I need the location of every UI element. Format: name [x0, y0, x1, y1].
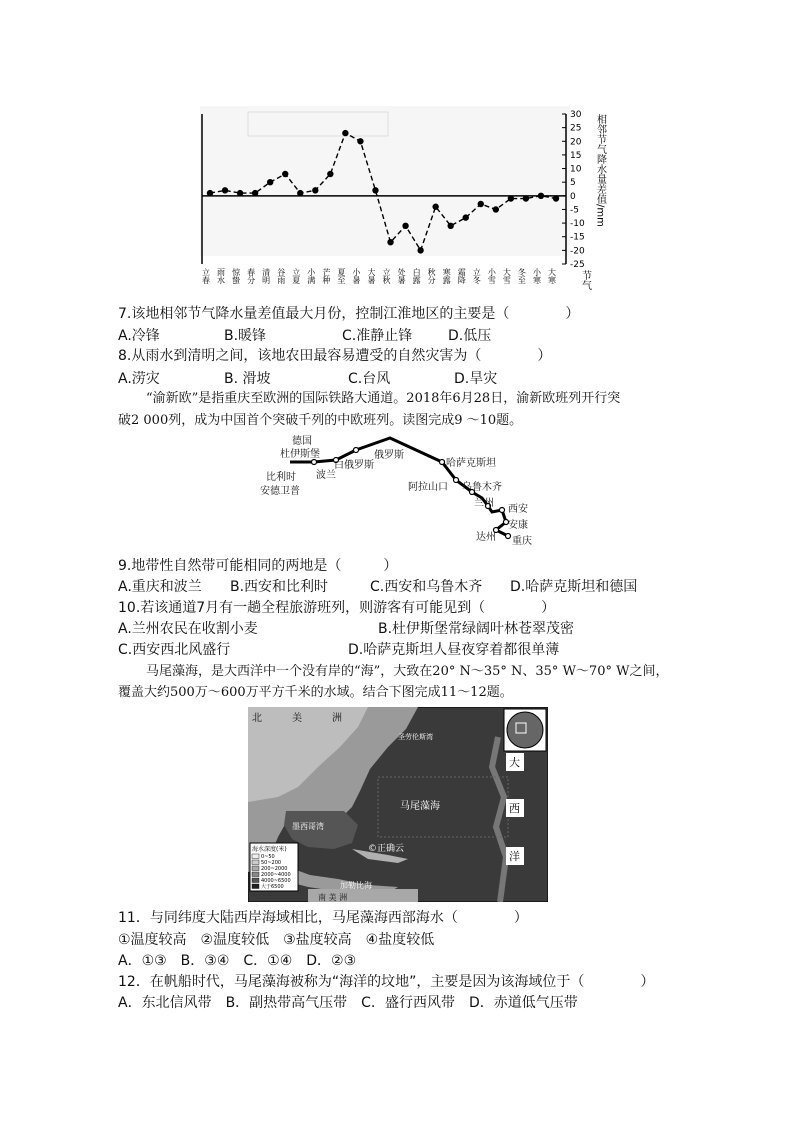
- label-chongqing: 重庆: [512, 536, 532, 547]
- x-tick-label: 小暑: [351, 268, 361, 284]
- x-tick-label: 大雪: [502, 268, 512, 284]
- option-d[interactable]: D.旱灾: [454, 371, 498, 387]
- precipitation-difference-chart: [180, 100, 610, 300]
- legend-swatch: [252, 884, 259, 889]
- data-point: [342, 130, 348, 136]
- data-point: [282, 171, 288, 177]
- data-point: [267, 179, 273, 185]
- label-poland: 波兰: [316, 470, 336, 481]
- data-point: [463, 214, 469, 220]
- option-b[interactable]: B.西安和比利时: [230, 579, 329, 595]
- option-b[interactable]: B.杜伊斯堡常绿阔叶林苍翠茂密: [378, 621, 575, 637]
- data-point: [432, 204, 438, 210]
- y-tick-label: 25: [570, 123, 582, 134]
- x-tick-label: 小寒: [532, 268, 542, 284]
- option-d[interactable]: D.哈萨克斯坦和德国: [510, 579, 638, 595]
- legend-swatch: [252, 878, 259, 883]
- y-tick-label: 10: [570, 164, 582, 175]
- x-axis-label: 节气: [579, 270, 591, 290]
- option-d[interactable]: D.哈萨克斯坦人昼夜穿着都很单薄: [348, 642, 560, 658]
- depth-legend: [250, 843, 298, 891]
- data-point: [417, 247, 423, 253]
- label-russia: 俄罗斯: [374, 450, 404, 461]
- x-tick-label: 秋分: [427, 268, 437, 284]
- intro-paragraph-2: [146, 661, 668, 683]
- label-sargasso-sea: 马尾藻海: [400, 801, 440, 812]
- data-point: [222, 187, 228, 193]
- data-point: [523, 195, 529, 201]
- data-point: [252, 190, 258, 196]
- y-tick-label: -15: [570, 232, 585, 243]
- question-11-choices: [118, 951, 356, 971]
- label-duisburg: 杜伊斯堡: [280, 449, 320, 460]
- x-tick-label: 雨水: [216, 268, 226, 284]
- data-point: [538, 193, 544, 199]
- label-urumqi: 乌鲁木齐: [462, 482, 502, 493]
- question-stem: 9.地带性自然带可能相同的两地是（ ）: [118, 558, 398, 574]
- x-tick-label: 惊蛰: [231, 268, 241, 284]
- question-11: [118, 908, 528, 928]
- y-tick-label: 0: [570, 191, 576, 202]
- intro-line: “渝新欧”是指重庆至欧洲的国际铁路大通道。2018年6月28日，渝新欧班列开行突: [146, 391, 621, 406]
- option-a[interactable]: A.涝灾: [118, 371, 160, 387]
- x-tick-label: 芒种: [321, 268, 331, 284]
- question-10: [118, 598, 555, 618]
- data-point: [312, 187, 318, 193]
- data-point: [478, 201, 484, 207]
- label-atlantic-1: 大: [509, 756, 520, 769]
- x-tick-label: 处暑: [397, 268, 407, 284]
- legend-label: 4000~6500: [261, 878, 291, 884]
- y-tick-label: 15: [570, 150, 582, 161]
- question-12: [118, 972, 654, 992]
- legend-label: 大于6500: [261, 884, 284, 890]
- station-belarus: [354, 448, 359, 453]
- legend-label: 200~2000: [261, 866, 288, 872]
- x-tick-label: 大寒: [547, 268, 557, 284]
- y-tick-label: -20: [570, 246, 585, 257]
- x-tick-label: 寒露: [442, 268, 452, 284]
- x-tick-label: 立冬: [472, 268, 482, 284]
- label-alashankou: 阿拉山口: [408, 482, 448, 493]
- railway-route-map: [256, 432, 546, 550]
- option-c[interactable]: C.西安西北风盛行: [118, 642, 231, 658]
- question-7: [118, 304, 579, 324]
- intro-line: 覆盖大约500万～600万平方千米的水域。结合下图完成11～12题。: [118, 685, 513, 700]
- legend-swatch: [252, 872, 259, 877]
- label-kazakhstan: 哈萨克斯坦: [446, 458, 496, 469]
- y-tick-label: -25: [570, 260, 585, 270]
- station-kazakhstan: [440, 460, 445, 465]
- legend-swatch: [252, 854, 259, 859]
- label-north: 北: [252, 713, 262, 724]
- x-tick-label: 小满: [306, 268, 316, 284]
- label-germany: 德国: [292, 436, 312, 447]
- choice-list[interactable]: A．①③ B．③④ C．①④ D．②③: [118, 953, 357, 969]
- label-gulf-of-mexico: 墨西哥湾: [292, 822, 324, 831]
- label-america-mei: 美: [292, 713, 302, 724]
- option-b[interactable]: B. 滑坡: [224, 371, 271, 387]
- question-12-choices: [118, 993, 578, 1013]
- option-a[interactable]: A.兰州农民在收割小麦: [118, 621, 258, 637]
- label-america-zhou: 洲: [332, 713, 342, 724]
- label-lanzhou: 兰州: [474, 498, 494, 509]
- label-ankang: 安康: [508, 520, 528, 531]
- x-tick-label: 谷雨: [276, 268, 286, 284]
- question-stem: 12．在帆船时代，马尾藻海被称为“海洋的坟地”，主要是因为该海域位于（ ）: [118, 974, 655, 990]
- option-c[interactable]: C.西安和乌鲁木齐: [370, 579, 483, 595]
- intro-paragraph-2-cont: [118, 682, 513, 704]
- legend-label: 2000~4000: [261, 872, 291, 878]
- legend-label: 0~50: [261, 854, 275, 860]
- question-stem: 8.从雨水到清明之间，该地农田最容易遭受的自然灾害为（ ）: [118, 348, 552, 364]
- x-tick-label: 白露: [412, 268, 422, 284]
- data-point: [447, 223, 453, 229]
- label-atlantic-2: 西: [509, 802, 520, 815]
- data-point: [237, 190, 243, 196]
- x-tick-label: 春分: [246, 268, 256, 284]
- label-dazhou: 达州: [476, 532, 496, 543]
- option-a[interactable]: A.冷锋: [118, 328, 160, 344]
- data-point: [553, 195, 559, 201]
- label-caribbean: 加勒比海: [340, 881, 372, 890]
- label-xian: 西安: [508, 504, 528, 515]
- sargasso-sea-map: [248, 707, 548, 902]
- question-8: [118, 346, 551, 366]
- option-c[interactable]: C.台风: [348, 371, 391, 387]
- data-point: [207, 190, 213, 196]
- legend-swatch: [252, 866, 259, 871]
- question-stem: 7.该地相邻节气降水量差值最大月份，控制江淮地区的主要是（ ）: [118, 306, 580, 322]
- legend-title: 海水深度(米): [252, 846, 287, 853]
- station-duisburg: [312, 460, 317, 465]
- data-point: [493, 206, 499, 212]
- y-tick-label: 5: [570, 178, 576, 189]
- data-point: [387, 239, 393, 245]
- data-point: [357, 138, 363, 144]
- choice-list[interactable]: A．东北信风带 B．副热带高气压带 C．盛行西风带 D．赤道低气压带: [118, 995, 578, 1011]
- intro-line: 马尾藻海，是大西洋中一个没有岸的“海”，大致在20° N～35° N、35° W～70° W之间，: [146, 664, 669, 679]
- x-tick-label: 立秋: [382, 268, 392, 284]
- label-belarus: 白俄罗斯: [334, 460, 374, 471]
- y-tick-label: 20: [570, 137, 582, 148]
- intro-paragraph-1: [146, 388, 620, 410]
- x-tick-label: 夏至: [336, 268, 346, 284]
- y-tick-label: -10: [570, 219, 585, 230]
- data-point: [402, 223, 408, 229]
- x-tick-label: 立夏: [291, 268, 301, 284]
- x-tick-label: 小雪: [487, 268, 497, 284]
- station-xian: [500, 508, 505, 513]
- legend-label: 50~200: [261, 860, 282, 866]
- question-9: [118, 556, 397, 576]
- label-belgium: 比利时: [266, 472, 296, 483]
- legend-swatch: [252, 860, 259, 865]
- label-antwerp: 安德卫普: [260, 486, 300, 497]
- y-axis-label: 相邻节气降水量差值/mm: [594, 114, 606, 227]
- statement-list: ①温度较高 ②温度较低 ③盐度较高 ④盐度较低: [118, 932, 435, 948]
- y-tick-label: 30: [570, 110, 582, 120]
- label-atlantic-3: 洋: [509, 850, 520, 863]
- label-newfoundland: 圣劳伦斯湾: [398, 733, 433, 741]
- option-a[interactable]: A.重庆和波兰: [118, 579, 202, 595]
- option-d[interactable]: D.低压: [448, 328, 492, 344]
- intro-paragraph-1-cont: [118, 410, 522, 432]
- option-b[interactable]: B.暖锋: [224, 328, 267, 344]
- question-stem: 10.若该通道7月有一趟全程旅游班列，则游客有可能见到（ ）: [118, 600, 556, 616]
- question-11-statements: [118, 930, 434, 950]
- x-tick-label: 霜降: [457, 268, 467, 284]
- data-point: [372, 187, 378, 193]
- x-tick-label: 冬至: [517, 268, 527, 284]
- data-point: [297, 190, 303, 196]
- x-tick-label: 大暑: [366, 268, 376, 284]
- watermark: ©正确云: [368, 844, 405, 854]
- x-tick-label: 立春: [201, 268, 211, 284]
- label-south-america: 南 美 洲: [318, 893, 348, 902]
- option-c[interactable]: C.准静止锋: [342, 328, 413, 344]
- data-point: [508, 195, 514, 201]
- data-point: [327, 171, 333, 177]
- question-stem: 11．与同纬度大陆西岸海域相比，马尾藻海西部海水（ ）: [118, 910, 528, 926]
- station-chongqing: [506, 534, 511, 539]
- y-tick-label: -5: [570, 205, 579, 216]
- x-tick-label: 清明: [261, 268, 271, 284]
- intro-line: 破2 000列，成为中国首个突破千列的中欧班列。读图完成9 ～10题。: [118, 413, 523, 428]
- station-alashankou: [454, 478, 459, 483]
